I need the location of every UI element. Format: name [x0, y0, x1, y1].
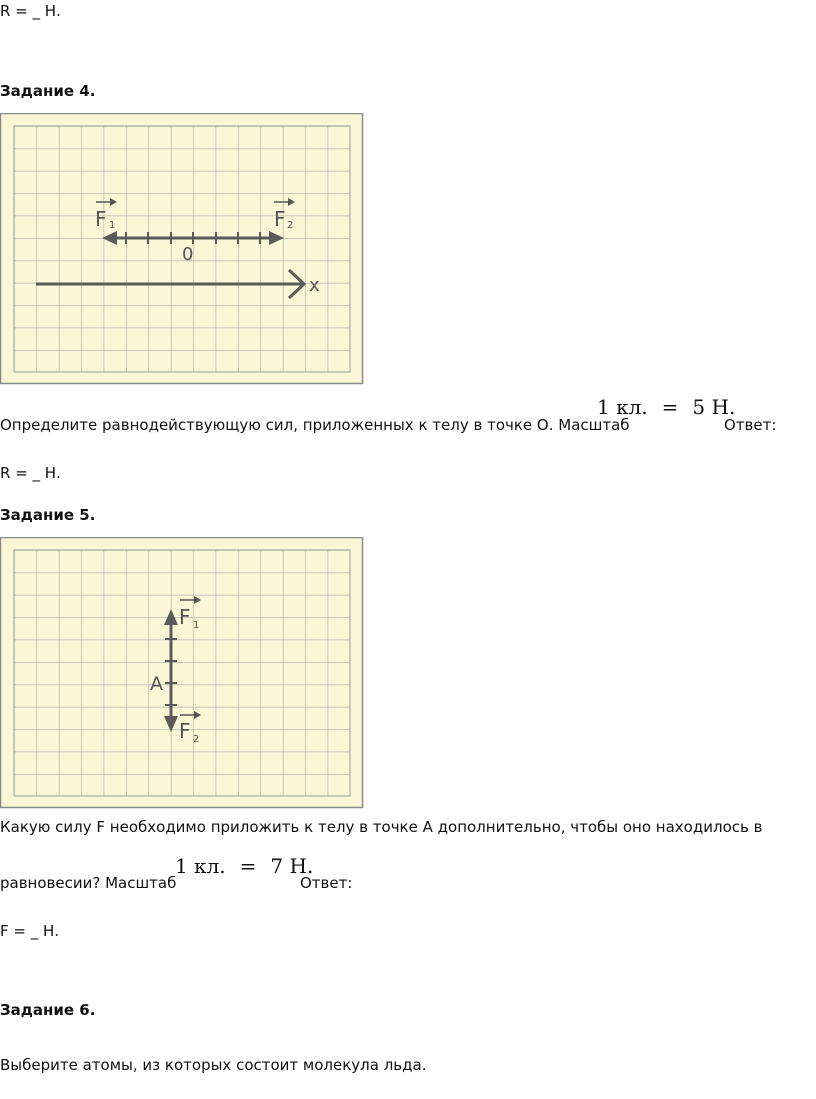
task5-figure — [0, 537, 364, 809]
task5-heading: Задание 5. — [0, 506, 96, 524]
svg-text:F: F — [274, 207, 286, 231]
svg-text:2: 2 — [287, 220, 294, 231]
task5-question-line1: Какую силу F необходимо приложить к телу в точке А дополнительно, чтобы оно находилось в — [0, 818, 763, 836]
scale-eq: = — [661, 395, 679, 419]
task4-figure — [0, 113, 364, 385]
point-a-label: A — [150, 673, 163, 695]
scale-right: 5 Н. — [692, 395, 736, 419]
task6-question: Выберите атомы, из которых состоит молекула льда. — [0, 1056, 427, 1074]
top-answer: R = _ Н. — [0, 2, 61, 20]
grid-cells — [14, 550, 350, 796]
scale-eq: = — [239, 854, 257, 878]
svg-text:1: 1 — [109, 220, 116, 231]
task5-answer-label: Ответ: — [300, 874, 353, 892]
task4-question: Определите равнодействующую сил, приложенных к телу в точке О. Масштаб — [0, 416, 630, 434]
svg-text:F: F — [95, 207, 107, 231]
svg-text:F: F — [179, 719, 191, 743]
x-axis-label: x — [309, 275, 320, 296]
svg-text:2: 2 — [193, 734, 200, 745]
scale-left: 1 кл. — [597, 395, 648, 419]
svg-text:1: 1 — [193, 620, 200, 631]
task4-scale — [597, 396, 735, 418]
task6-heading: Задание 6. — [0, 1001, 96, 1019]
origin-label: 0 — [182, 244, 194, 265]
svg-text:F: F — [179, 605, 191, 629]
task5-answer-line: F = _ Н. — [0, 922, 60, 940]
task5-question-line2: равновесии? Масштаб — [0, 874, 177, 892]
scale-right: 7 Н. — [270, 854, 314, 878]
task4-answer-label: Ответ: — [724, 416, 777, 434]
task4-answer-line: R = _ Н. — [0, 464, 61, 482]
scale-left: 1 кл. — [175, 854, 226, 878]
task4-heading: Задание 4. — [0, 82, 96, 100]
task5-scale — [175, 855, 313, 877]
